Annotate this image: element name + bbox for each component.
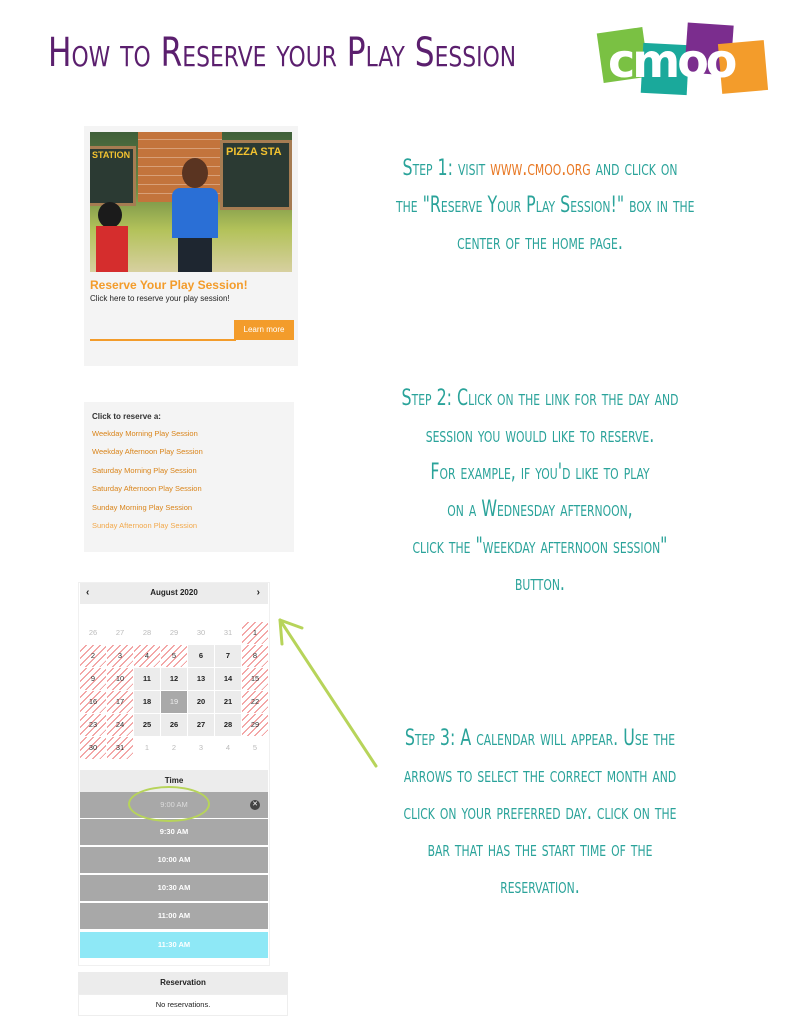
calendar-day: 23 [80,714,106,736]
time-slot-1100[interactable]: 11:00 AM [80,903,268,929]
calendar-day: 15 [242,668,268,690]
calendar-day: 31 [223,628,233,637]
calendar-day[interactable]: 7 [215,645,241,667]
pointer-arrow-icon [270,610,380,770]
weekday-morning-link[interactable]: Weekday Morning Play Session [92,429,198,438]
calendar-day: 29 [242,714,268,736]
calendar-day[interactable]: 26 [161,714,187,736]
calendar-day: 22 [242,691,268,713]
calendar-day[interactable]: 19 [161,691,187,713]
time-slot-930[interactable]: 9:30 AM [80,819,268,845]
calendar-day: 24 [107,714,133,736]
step1-line-2: the "Reserve Your Play Session!" box in the [396,193,695,218]
card-underline [90,339,236,341]
sunday-morning-link[interactable]: Sunday Morning Play Session [92,502,193,512]
learn-more-button[interactable]: Learn more [234,320,294,340]
calendar-day: 8 [242,645,268,667]
calendar-day: 1 [242,622,268,644]
step2-line: on a Wednesday afternoon, [447,497,633,522]
step1-line-3: center of the home page. [457,230,623,255]
step1-line-1-pre: Step 1: visit [402,156,491,181]
calendar-day[interactable]: 12 [161,668,187,690]
time-slot-1000[interactable]: 10:00 AM [80,847,268,873]
saturday-afternoon-link[interactable]: Saturday Afternoon Play Session [92,484,202,494]
saturday-morning-link[interactable]: Saturday Morning Play Session [92,465,197,475]
weekday-afternoon-link[interactable]: Weekday Afternoon Play Session [92,447,203,457]
step2-line: session you would like to reserve. [425,423,655,448]
step3-line: click on your preferred day. click on the [403,800,677,825]
step3-line: Step 3: A calendar will appear. Use the [404,726,676,751]
station-sign: STATION [92,150,131,160]
calendar-day: 4 [225,743,231,752]
calendar-header [80,582,268,604]
calendar-day[interactable]: 20 [188,691,214,713]
calendar-day: 31 [107,737,133,759]
calendar-day[interactable]: 25 [134,714,160,736]
cmoo-website-link[interactable]: www.cmoo.org [490,156,591,181]
reservation-body: No reservations. [78,994,288,1016]
step3-line: arrows to select the correct month and [403,763,677,788]
calendar-day[interactable]: 6 [188,645,214,667]
calendar-day[interactable]: 18 [134,691,160,713]
page-title: How to Reserve your Play Session [48,30,517,76]
step1-text [340,150,740,261]
calendar-day: 30 [80,737,106,759]
calendar-day: 29 [169,628,179,637]
calendar-day: 9 [80,668,106,690]
calendar-day: 2 [80,645,106,667]
calendar-day: 10 [107,668,133,690]
time-slot-label: 9:00 AM [160,800,188,809]
step1-line-1-post: and click on [590,156,678,181]
close-icon[interactable]: ✕ [250,800,260,810]
sunday-afternoon-link[interactable]: Sunday Afternoon Play Session [92,520,198,530]
time-slot-1130[interactable]: 11:30 AM [80,932,268,958]
calendar-day[interactable]: 11 [134,668,160,690]
card-subtitle: Click here to reserve your play session! [90,294,230,303]
calendar-day: 30 [196,628,206,637]
step3-text [340,720,740,905]
session-type-list [84,402,294,552]
next-month-arrow-icon[interactable]: › [256,587,260,598]
calendar-day[interactable]: 21 [215,691,241,713]
prev-month-arrow-icon[interactable]: ‹ [86,587,90,598]
step2-text [340,380,740,602]
card-title: Reserve Your Play Session! [90,278,248,292]
step2-line: button. [515,571,565,596]
step2-line: click the "weekday afternoon session" [412,534,668,559]
logo-text: cmoo [608,34,735,88]
step2-line: Step 2: Click on the link for the day and [401,386,679,411]
step1-line-1 [396,150,684,187]
calendar-day[interactable]: 14 [215,668,241,690]
calendar-day: 1 [144,743,150,752]
child-blue-shirt [170,158,218,272]
calendar-day[interactable]: 13 [188,668,214,690]
session-list-header: Click to reserve a: [92,412,161,421]
calendar-day[interactable]: 27 [188,714,214,736]
cmoo-logo [598,22,766,100]
calendar-day: 5 [161,645,187,667]
time-slot-1030[interactable]: 10:30 AM [80,875,268,901]
calendar-day: 16 [80,691,106,713]
time-header: Time [80,770,268,792]
reserve-session-card[interactable] [84,126,298,366]
pizza-station-photo [90,132,292,272]
reservation-panel [78,972,288,1016]
calendar-day: 4 [134,645,160,667]
calendar-day: 28 [142,628,152,637]
step2-line: For example, if you'd like to play [430,460,650,485]
child-red-shirt [96,202,128,272]
calendar-day: 3 [198,743,204,752]
calendar-day: 3 [107,645,133,667]
calendar-day: 17 [107,691,133,713]
calendar-day: 5 [252,743,258,752]
calendar-day: 27 [115,628,125,637]
step3-line: bar that has the start time of the [427,837,653,862]
pizza-station-sign: PIZZA STA [226,146,282,158]
step3-line: reservation. [500,874,580,899]
calendar-month-label: August 2020 [150,588,198,597]
calendar-widget [78,582,270,966]
reservation-header: Reservation [78,972,288,994]
calendar-day: 2 [171,743,177,752]
calendar-day[interactable]: 28 [215,714,241,736]
calendar-day: 26 [88,628,98,637]
highlight-circle [128,786,210,822]
